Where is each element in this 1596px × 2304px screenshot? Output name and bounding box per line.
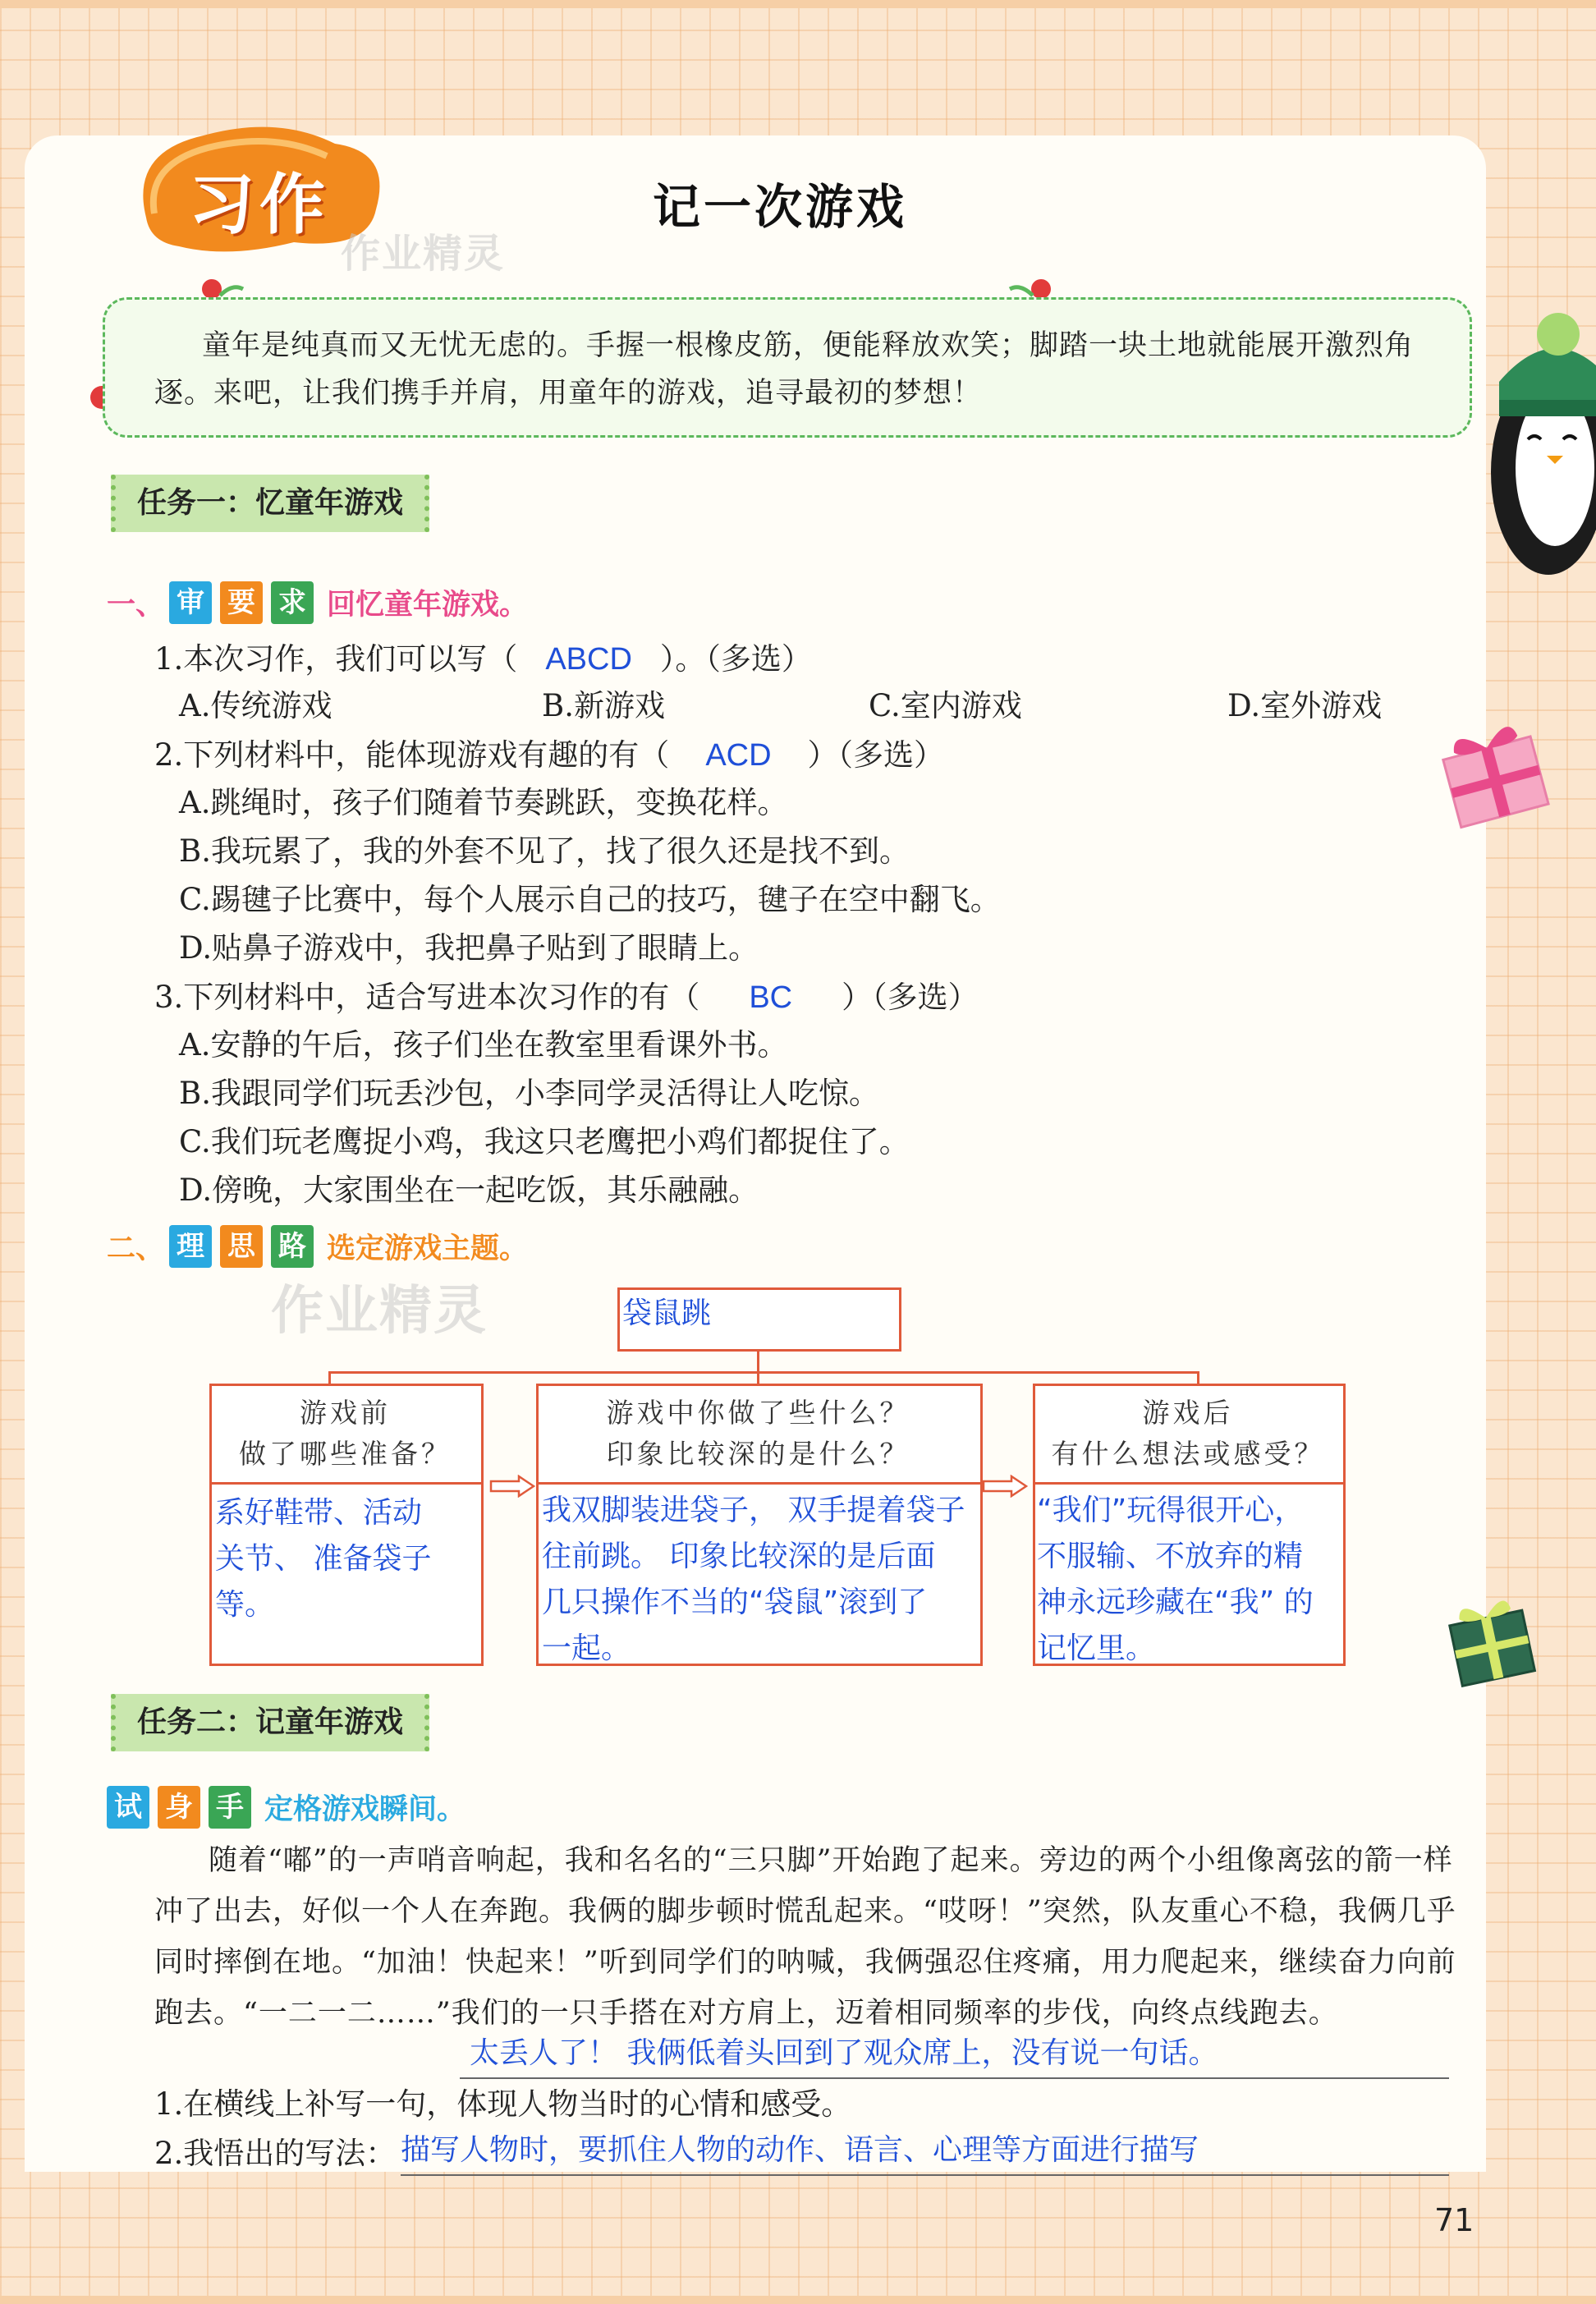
- q3-stem-a: 3.下列材料中，适合写进本次习作的有（: [154, 980, 700, 1015]
- section2-number: 二、: [107, 1232, 165, 1265]
- badge-label: 习作: [189, 167, 330, 243]
- task2-q2-answer: 描写人物时，要抓住人物的动作、语言、心理等方面进行描写: [401, 2133, 1199, 2167]
- box3-line3: 神永远珍藏在“我” 的: [1037, 1586, 1314, 1619]
- box2-head2: 印象比较深的是什么？: [606, 1438, 910, 1470]
- section3-text: 定格游戏瞬间。: [264, 1793, 466, 1826]
- q1-option-c: C.室内游戏: [869, 688, 1022, 723]
- box2-line4: 一起。: [542, 1632, 631, 1665]
- box2-head1: 游戏中你做了些什么？: [606, 1397, 910, 1429]
- chip-yao: 要: [220, 581, 263, 624]
- box2-line3: 几只操作不当的“袋鼠”滚到了: [542, 1586, 928, 1619]
- q1-stem-b: ）。（多选）: [659, 641, 812, 677]
- section3-header: [107, 1784, 466, 1830]
- green-gift-icon: [1441, 1589, 1539, 1687]
- box1-line2: 关节、 准备袋子: [215, 1542, 432, 1576]
- q1-option-b: B.新游戏: [542, 688, 665, 723]
- chip-lu: 路: [271, 1225, 314, 1268]
- watermark: 作业精灵: [271, 1281, 488, 1342]
- box3-line4: 记忆里。: [1037, 1632, 1156, 1665]
- q3-option-d: D.傍晚，大家围坐在一起吃饭，其乐融融。: [179, 1173, 759, 1208]
- section1-text: 回忆童年游戏。: [327, 589, 529, 622]
- watermark: 作业精灵: [341, 231, 506, 277]
- q2-option-c: C.踢毽子比赛中，每个人展示自己的技巧，毽子在空中翻飞。: [179, 882, 1001, 917]
- box3-head2: 有什么想法或感受？: [1051, 1438, 1325, 1470]
- task2-tag: 任务二：记童年游戏: [111, 1694, 429, 1751]
- page-number: 71: [1434, 2202, 1474, 2238]
- box3-line2: 不服输、不放弃的精: [1037, 1540, 1304, 1573]
- box3-head1: 游戏后: [1142, 1397, 1234, 1429]
- pink-gift-icon: [1433, 714, 1556, 829]
- q2-option-a: A.跳绳时，孩子们随着节奏跳跃，变换花样。: [179, 785, 788, 820]
- q1-answer: ABCD: [545, 642, 632, 677]
- answer-line-1: [460, 2077, 1449, 2079]
- task2-q1: 1.在横线上补写一句，体现人物当时的心情和感受。: [154, 2086, 852, 2122]
- q3-option-b: B.我跟同学们玩丢沙包，小李同学灵活得让人吃惊。: [179, 1076, 879, 1111]
- task1-tag: 任务一：忆童年游戏: [111, 475, 429, 532]
- q1-option-a: A.传统游戏: [179, 688, 332, 723]
- q2-stem-a: 2.下列材料中，能体现游戏有趣的有（: [154, 737, 670, 773]
- box2-line2: 往前跳。 印象比较深的是后面: [542, 1540, 936, 1573]
- answer-line-2: [401, 2174, 1449, 2176]
- section1-header: [107, 580, 528, 626]
- q1-stem-a: 1.本次习作，我们可以写（: [154, 641, 518, 677]
- chip-shou: 手: [209, 1786, 251, 1829]
- box1-line1: 系好鞋带、活动: [215, 1496, 423, 1530]
- q3-stem: [154, 977, 979, 1018]
- chip-si: 思: [220, 1225, 263, 1268]
- box1-head1: 游戏前: [300, 1397, 391, 1429]
- topic-text: 袋鼠跳: [622, 1297, 712, 1330]
- filled-sentence: 太丢人了！ 我俩低着头回到了观众席上，没有说一句话。: [470, 2036, 1218, 2070]
- chip-li: 理: [169, 1225, 212, 1268]
- q2-stem-b: ）（多选）: [807, 737, 945, 773]
- task2-q2-label: 2.我悟出的写法：: [154, 2136, 397, 2171]
- box3-line1: “我们”玩得很开心，: [1037, 1494, 1305, 1527]
- box2-line1: 我双脚装进袋子， 双手提着袋子: [542, 1494, 965, 1527]
- section1-number: 一、: [107, 589, 165, 622]
- box1-divider: [209, 1482, 481, 1485]
- story-paragraph: 随着“嘟”的一声哨音响起，我和名名的“三只脚”开始跑了起来。旁边的两个小组像离弦的箭一样冲了出去，好似一个人在奔跑。我俩的脚步顿时慌乱起来。“哎呀！”突然，队友重心不稳，我俩几乎同时摔倒在地。“加油！快起来！”听到同学们的呐喊，我俩强忍住疼痛，用力爬起来，继续奋力向前跑去。“一二一二……”我们的一只手搭在对方肩上，迈着相同频率的步伐，向终点线跑去。: [154, 1844, 1456, 2030]
- box1-head2: 做了哪些准备？: [239, 1438, 452, 1470]
- arrow-right-icon: [489, 1475, 535, 1498]
- penguin-sticker-icon: [1483, 308, 1596, 579]
- chip-shen2: 身: [158, 1786, 200, 1829]
- chip-shi: 试: [107, 1786, 149, 1829]
- chip-shen: 审: [169, 581, 212, 624]
- q3-option-a: A.安静的午后，孩子们坐在教室里看课外书。: [179, 1027, 788, 1063]
- q3-answer: BC: [749, 980, 793, 1015]
- arrow-right-icon: [982, 1475, 1028, 1498]
- connector-horizontal: [328, 1371, 1199, 1374]
- connector-vertical: [757, 1349, 759, 1374]
- chip-qiu: 求: [271, 581, 314, 624]
- box2-divider: [536, 1482, 980, 1485]
- page-title: 记一次游戏: [653, 179, 908, 235]
- section2-header: [107, 1223, 528, 1269]
- top-border: [0, 0, 1596, 8]
- q3-option-c: C.我们玩老鹰捉小鸡，我这只老鹰把小鸡们都捉住了。: [179, 1124, 910, 1159]
- q1-option-d: D.室外游戏: [1227, 688, 1383, 723]
- bottom-border: [0, 2296, 1596, 2304]
- section2-text: 选定游戏主题。: [327, 1232, 529, 1265]
- q2-option-d: D.贴鼻子游戏中，我把鼻子贴到了眼睛上。: [179, 930, 759, 966]
- q3-stem-b: ）（多选）: [842, 980, 979, 1015]
- q2-stem: [154, 735, 944, 776]
- intro-text: 童年是纯真而又无忧无虑的。手握一根橡皮筋，便能释放欢笑；脚踏一块土地就能展开激烈角逐。来吧，让我们携手并肩，用童年的游戏，追寻最初的梦想！: [154, 329, 1415, 410]
- q2-option-b: B.我玩累了，我的外套不见了，找了很久还是找不到。: [179, 833, 910, 869]
- q1-stem: [154, 639, 812, 680]
- box3-divider: [1033, 1482, 1343, 1485]
- box1-line3: 等。: [215, 1588, 275, 1622]
- q2-answer: ACD: [705, 738, 772, 773]
